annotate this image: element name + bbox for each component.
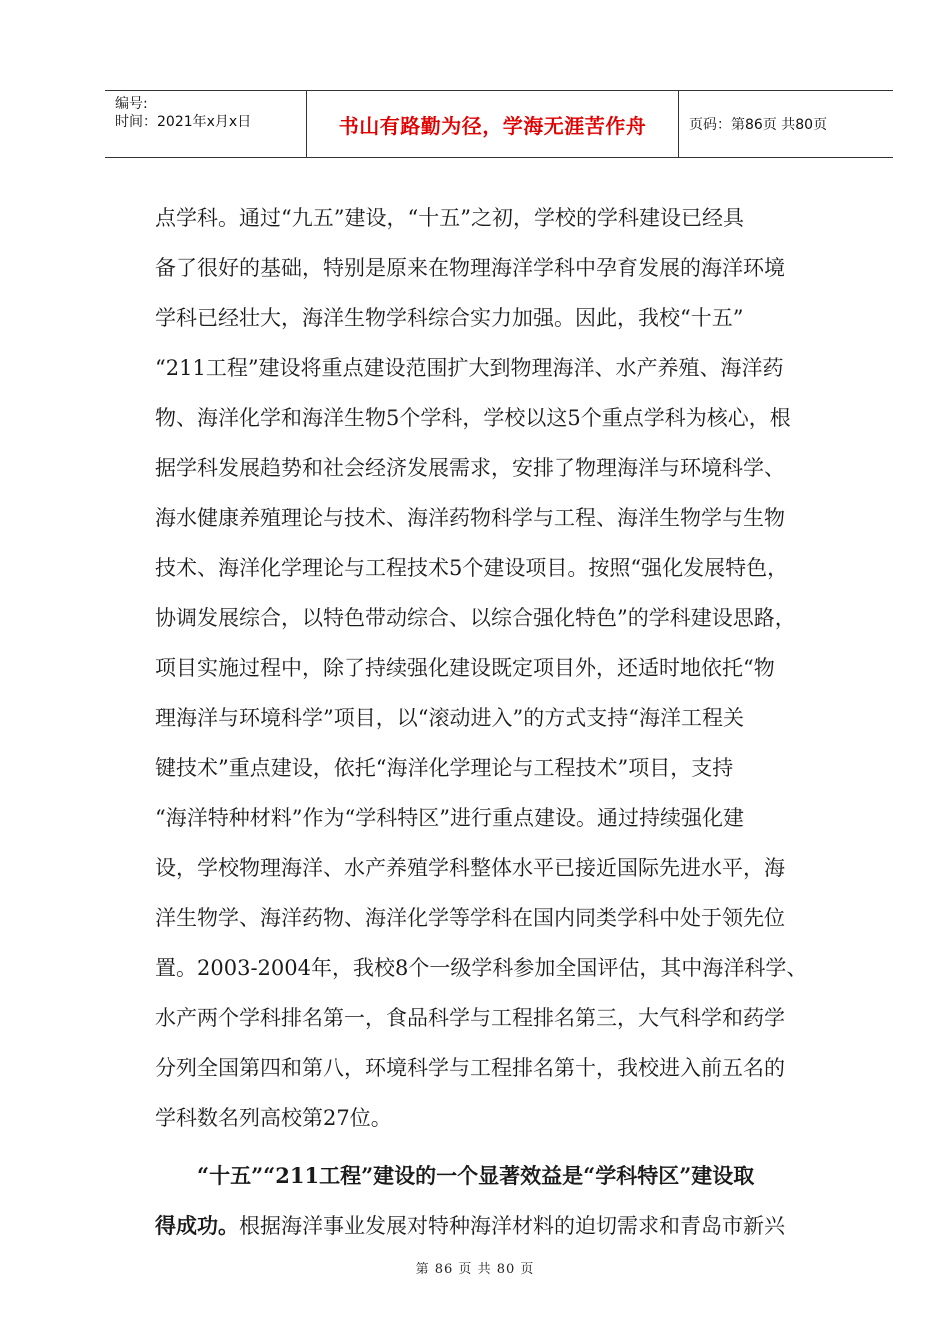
time-label: 时间：2021年x月x日 (115, 114, 252, 130)
number-label: 编号: (115, 96, 148, 112)
text-line: “海洋特种材料”作为“学科特区”进行重点建设。通过持续强化建 (155, 806, 744, 830)
text-line: 学科数名列高校第27位。 (155, 1106, 392, 1130)
document-body (155, 193, 855, 1251)
text-line-mixed (155, 1201, 855, 1251)
page-header (105, 90, 893, 158)
text-line: 洋生物学、海洋药物、海洋化学等学科在国内同类学科中处于领先位 (155, 906, 785, 930)
text-line: 置。2003-2004年，我校8个一级学科参加全国评估，其中海洋科学、 (155, 956, 808, 980)
text-line: 备了很好的基础，特别是原来在物理海洋学科中孕育发展的海洋环境 (155, 256, 785, 280)
text-line: 协调发展综合，以特色带动综合、以综合强化特色”的学科建设思路， (155, 606, 796, 630)
text-line-bold: “十五”“211工程”建设的一个显著效益是“学科特区”建设取 (197, 1163, 755, 1188)
text-line: 学科已经壮大，海洋生物学科综合实力加强。因此，我校“十五” (155, 306, 744, 330)
text-line: 设，学校物理海洋、水产养殖学科整体水平已接近国际先进水平，海 (155, 856, 785, 880)
page-footer: 第 86 页 共 80 页 (415, 1262, 535, 1277)
text-line: 海水健康养殖理论与技术、海洋药物科学与工程、海洋生物学与生物 (155, 506, 785, 530)
text-line: 物、海洋化学和海洋生物5个学科，学校以这5个重点学科为核心，根 (155, 406, 791, 430)
text-line: 技术、海洋化学理论与工程技术5个建设项目。按照“强化发展特色， (155, 556, 789, 580)
text-line: 点学科。通过“九五”建设，“十五”之初，学校的学科建设已经具 (155, 206, 744, 230)
text-line: 水产两个学科排名第一，食品科学与工程排名第三，大气科学和药学 (155, 1006, 785, 1030)
header-motto: 书山有路勤为径，学海无涯苦作舟 (307, 91, 679, 157)
paragraph-gap (155, 1143, 855, 1151)
text-line: 项目实施过程中，除了持续强化建设既定项目外，还适时地依托“物 (155, 656, 775, 680)
text-line: “211工程”建设将重点建设范围扩大到物理海洋、水产养殖、海洋药 (155, 356, 784, 380)
header-meta (105, 91, 307, 157)
text-line: 键技术”重点建设，依托“海洋化学理论与工程技术”项目，支持 (155, 756, 734, 780)
line-rest: 根据海洋事业发展对特种海洋材料的迫切需求和青岛市新兴 (239, 1214, 785, 1238)
bold-lead: 得成功。 (155, 1213, 239, 1238)
text-line: 据学科发展趋势和社会经济发展需求，安排了物理海洋与环境科学、 (155, 456, 785, 480)
text-line: 分列全国第四和第八，环境科学与工程排名第十，我校进入前五名的 (155, 1056, 785, 1080)
text-line: 理海洋与环境科学”项目，以“滚动进入”的方式支持“海洋工程关 (155, 706, 744, 730)
header-page-code: 页码：第86页 共80页 (689, 117, 828, 133)
